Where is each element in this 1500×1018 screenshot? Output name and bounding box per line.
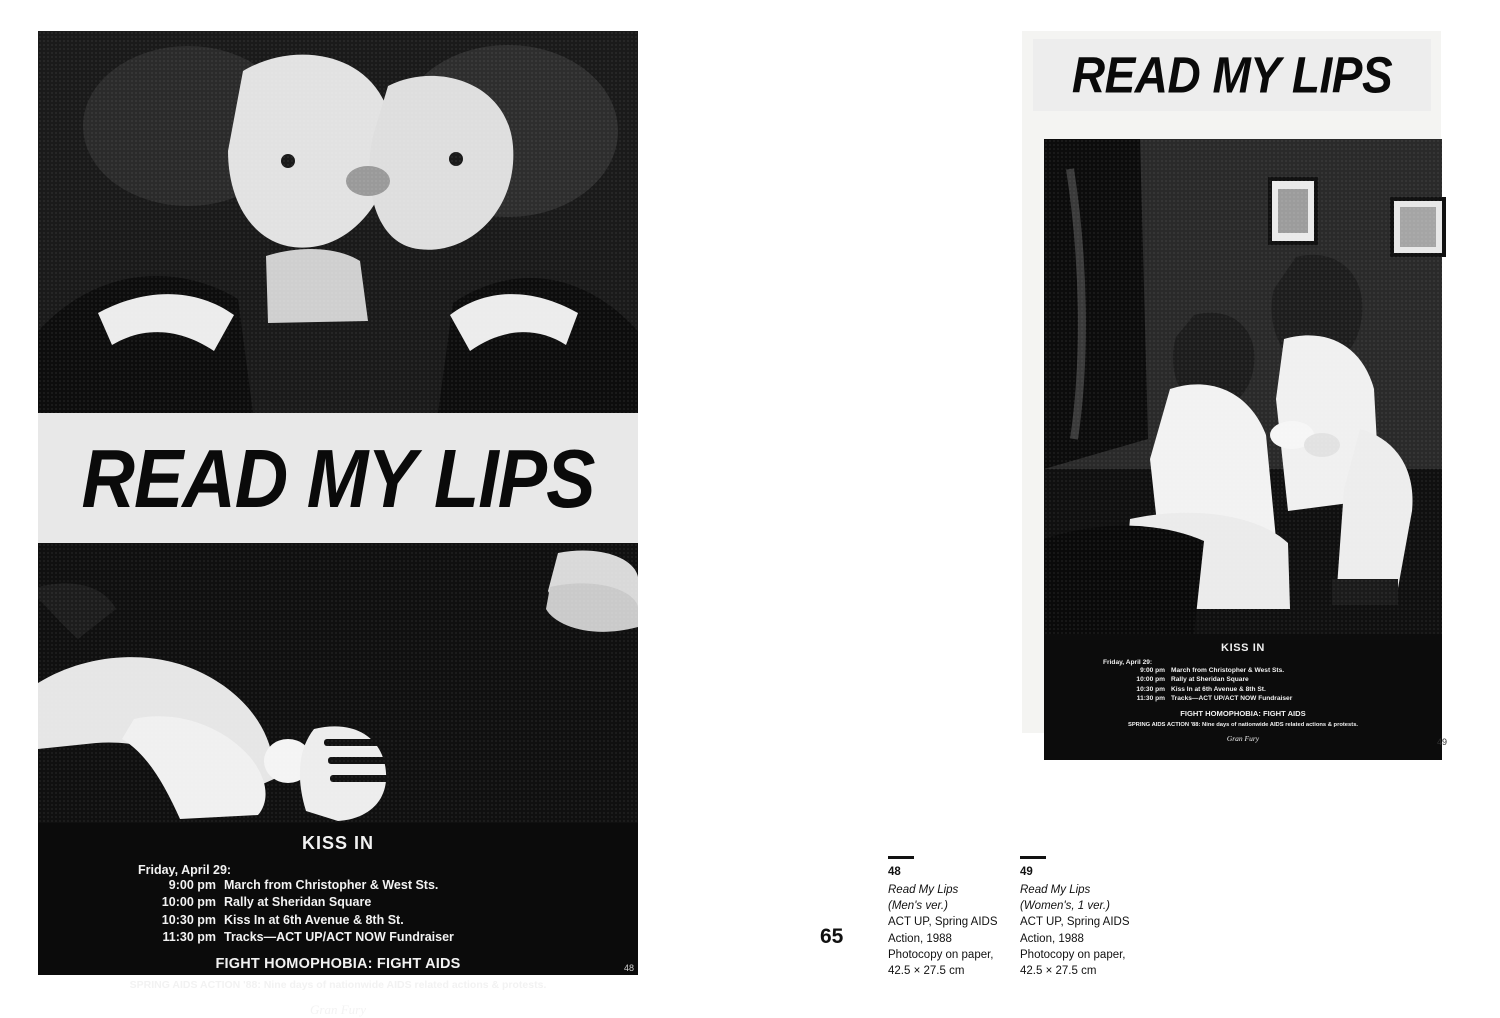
caption-rule xyxy=(1020,856,1046,859)
poster-right-fight-line: FIGHT HOMOPHOBIA: FIGHT AIDS xyxy=(1180,709,1306,719)
poster-right-kiss-in-title: KISS IN xyxy=(1221,642,1265,654)
poster-left-info xyxy=(38,823,638,1017)
hands-photo xyxy=(38,543,638,823)
poster-right xyxy=(1022,31,1447,747)
poster-right-schedule xyxy=(1103,659,1383,703)
schedule-row xyxy=(138,894,538,911)
caption-credit: ACT UP, Spring AIDS xyxy=(888,916,998,929)
poster-left-figure-number: 48 xyxy=(623,963,634,973)
caption-number: 48 xyxy=(888,865,901,878)
schedule-event: Rally at Sheridan Square xyxy=(224,895,372,910)
schedule-time: 11:30 pm xyxy=(162,929,216,944)
poster-left-headline: READ MY LIPS xyxy=(81,431,595,525)
schedule-event: Tracks—ACT UP/ACT NOW Fundraiser xyxy=(1171,695,1293,703)
schedule-time: 9:00 pm xyxy=(1140,667,1165,674)
caption-title: Read My Lips xyxy=(888,883,959,896)
poster-left-photo-top xyxy=(38,31,638,413)
caption-dimensions: 42.5 × 27.5 cm xyxy=(888,965,965,978)
poster-right-spring-line: SPRING AIDS ACTION '88: Nine days of nationwide AIDS related actions & protests. xyxy=(1127,722,1359,729)
schedule-row xyxy=(1103,685,1383,694)
caption-variant: (Women's, 1 ver.) xyxy=(1020,900,1110,913)
schedule-event: March from Christopher & West Sts. xyxy=(1171,667,1285,674)
poster-right-day: Friday, April 29: xyxy=(1103,659,1153,666)
kissing-women-photo xyxy=(1044,139,1442,634)
schedule-event: Kiss In at 6th Avenue & 8th St. xyxy=(224,912,404,927)
caption-credit-2: Action, 1988 xyxy=(888,932,952,945)
caption-credit: ACT UP, Spring AIDS xyxy=(1020,916,1130,929)
poster-left-kiss-in-title: KISS IN xyxy=(301,833,374,853)
caption-rule xyxy=(888,856,914,859)
caption-medium: Photocopy on paper, xyxy=(1020,949,1126,962)
schedule-event: Tracks—ACT UP/ACT NOW Fundraiser xyxy=(224,929,454,944)
poster-left-schedule xyxy=(138,863,538,946)
poster-right-signature: Gran Fury xyxy=(1226,734,1260,744)
caption-49 xyxy=(1020,856,1155,980)
schedule-event: March from Christopher & West Sts. xyxy=(224,878,439,892)
caption-number: 49 xyxy=(1020,865,1033,878)
schedule-row xyxy=(138,929,538,946)
caption-title: Read My Lips xyxy=(1020,883,1091,896)
poster-right-photo xyxy=(1044,139,1442,634)
caption-credit-2: Action, 1988 xyxy=(1020,932,1084,945)
schedule-time: 11:30 pm xyxy=(1136,695,1165,703)
poster-left-day: Friday, April 29: xyxy=(138,863,232,877)
caption-variant: (Men's ver.) xyxy=(888,900,948,913)
schedule-time: 9:00 pm xyxy=(168,878,216,892)
caption-medium: Photocopy on paper, xyxy=(888,949,994,962)
schedule-time: 10:30 pm xyxy=(1136,685,1165,693)
poster-right-figure-number: 49 xyxy=(1436,737,1447,747)
schedule-row xyxy=(1103,675,1383,684)
poster-right-headline: READ MY LIPS xyxy=(1071,46,1393,104)
schedule-row xyxy=(138,912,538,929)
schedule-row xyxy=(1103,666,1383,675)
schedule-time: 10:30 pm xyxy=(161,912,216,927)
schedule-time: 10:00 pm xyxy=(1136,676,1165,684)
page-number: 65 xyxy=(820,925,844,948)
kissing-sailors-photo xyxy=(38,31,638,413)
poster-left xyxy=(38,31,638,1017)
poster-right-info xyxy=(1044,634,1442,760)
schedule-event: Rally at Sheridan Square xyxy=(1171,676,1249,684)
schedule-time: 10:00 pm xyxy=(161,895,216,910)
schedule-event: Kiss In at 6th Avenue & 8th St. xyxy=(1171,685,1266,693)
poster-left-fight-line: FIGHT HOMOPHOBIA: FIGHT AIDS xyxy=(215,956,461,972)
poster-left-signature: Gran Fury xyxy=(310,1002,366,1017)
caption-48 xyxy=(888,856,1023,980)
schedule-row xyxy=(1103,694,1383,703)
poster-left-spring-line: SPRING AIDS ACTION '88: Nine days of nationwide AIDS related actions & protests. xyxy=(129,979,547,991)
poster-left-headline-band xyxy=(38,413,638,543)
poster-left-photo-bottom xyxy=(38,543,638,823)
schedule-row xyxy=(138,877,538,894)
poster-right-headline-band xyxy=(1033,39,1431,111)
caption-dimensions: 42.5 × 27.5 cm xyxy=(1020,965,1097,978)
